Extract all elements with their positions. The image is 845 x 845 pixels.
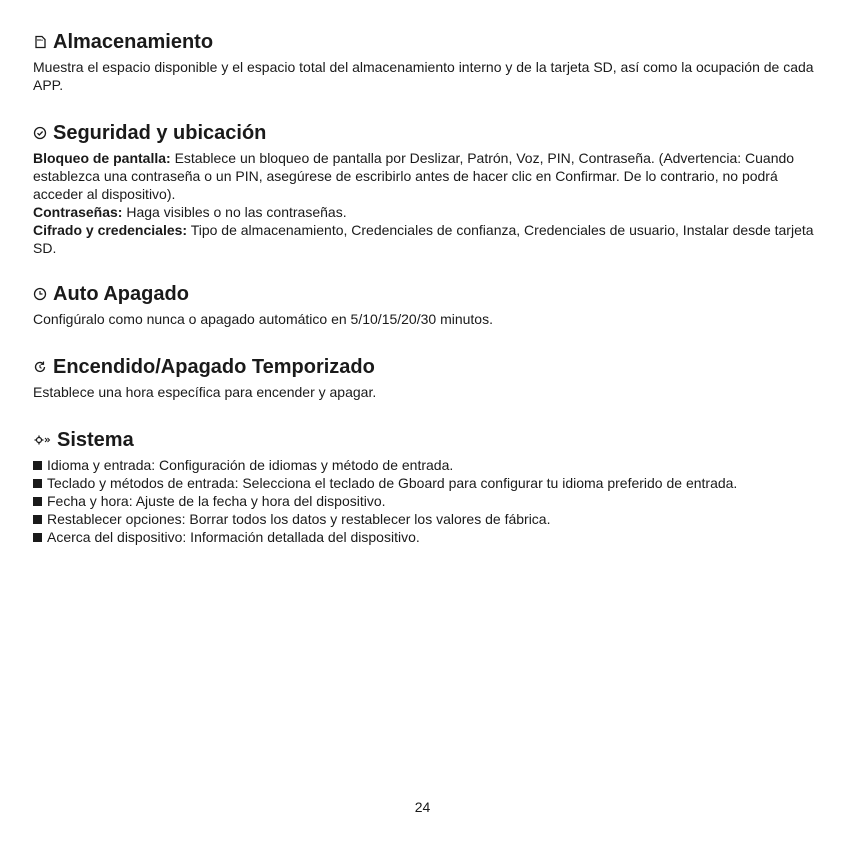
auto-off-description: Configúralo como nunca o apagado automático en 5/10/15/20/30 minutos. xyxy=(33,311,493,327)
list-item xyxy=(33,474,823,492)
list-item xyxy=(33,456,823,474)
bullet-square-icon xyxy=(33,461,42,470)
manual-page xyxy=(33,30,823,546)
list-item-text: Restablecer opciones: Borrar todos los datos y restablecer los valores de fábrica. xyxy=(47,511,551,527)
list-item-text: Fecha y hora: Ajuste de la fecha y hora del dispositivo. xyxy=(47,493,386,509)
passwords-paragraph xyxy=(33,203,823,221)
system-section xyxy=(33,428,823,546)
auto-off-title: Auto Apagado xyxy=(53,283,189,305)
security-heading xyxy=(33,121,823,145)
scheduled-power-description: Establece una hora específica para encender y apagar. xyxy=(33,384,377,400)
passwords-label: Contraseñas: xyxy=(33,204,123,220)
shield-icon xyxy=(33,126,47,140)
screen-lock-text: Establece un bloqueo de pantalla por Deslizar, Patrón, Voz, PIN, Contraseña. (Advertencia: Cuando establezca una contraseña o un PIN, asegúrese de escribirlo antes de hacer clic en Confirmar. De lo contrario, no podrá acceder al dispositivo). xyxy=(33,150,795,202)
list-item xyxy=(33,492,823,510)
auto-off-heading xyxy=(33,282,823,306)
list-item xyxy=(33,528,823,546)
clock-icon xyxy=(33,360,47,374)
system-heading xyxy=(33,428,823,452)
encryption-text: Tipo de almacenamiento, Credenciales de confianza, Credenciales de usuario, Instalar desde tarjeta SD. xyxy=(33,222,814,256)
storage-section xyxy=(33,30,823,94)
screen-lock-paragraph xyxy=(33,149,823,203)
list-item-text: Teclado y métodos de entrada: Selecciona el teclado de Gboard para configurar tu idioma preferido de entrada. xyxy=(47,475,738,491)
storage-title: Almacenamiento xyxy=(53,31,214,53)
storage-description: Muestra el espacio disponible y el espacio total del almacenamiento interno y de la tarjeta SD, así como la ocupación de cada APP. xyxy=(33,59,814,93)
encryption-paragraph xyxy=(33,221,823,257)
scheduled-power-section xyxy=(33,355,823,401)
bullet-square-icon xyxy=(33,533,42,542)
scheduled-power-heading xyxy=(33,355,823,379)
auto-off-section xyxy=(33,282,823,328)
encryption-label: Cifrado y credenciales: xyxy=(33,222,188,238)
bullet-square-icon xyxy=(33,497,42,506)
settings-icon xyxy=(33,433,51,447)
storage-heading xyxy=(33,30,823,54)
security-section xyxy=(33,121,823,257)
list-item xyxy=(33,510,823,528)
scheduled-power-title: Encendido/Apagado Temporizado xyxy=(53,356,375,378)
system-title: Sistema xyxy=(57,429,134,451)
page-number: 24 xyxy=(414,799,431,815)
power-timer-icon xyxy=(33,287,47,301)
screen-lock-label: Bloqueo de pantalla: xyxy=(33,150,171,166)
bullet-square-icon xyxy=(33,515,42,524)
list-item-text: Acerca del dispositivo: Información detallada del dispositivo. xyxy=(47,529,420,545)
list-item-text: Idioma y entrada: Configuración de idiomas y método de entrada. xyxy=(47,457,454,473)
sd-card-icon xyxy=(33,35,47,49)
passwords-text: Haga visibles o no las contraseñas. xyxy=(122,204,347,220)
bullet-square-icon xyxy=(33,479,42,488)
system-list xyxy=(33,456,823,546)
security-title: Seguridad y ubicación xyxy=(53,122,267,144)
